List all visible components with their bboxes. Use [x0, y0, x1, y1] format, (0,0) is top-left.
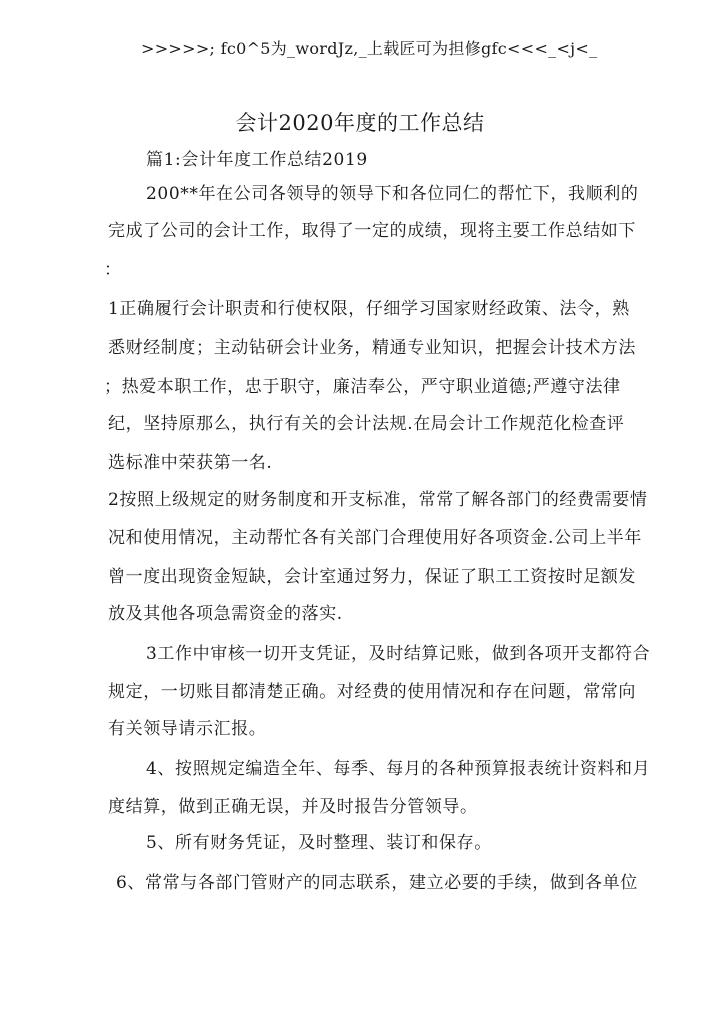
- body-line: 选标准中荣获第一名.: [108, 453, 273, 473]
- body-line: 规定，一切账目都清楚正确。对经费的使用情况和存在问题，常常向: [108, 682, 636, 702]
- body-line: 1正确履行会计职责和行使权限，仔细学习国家财经政策、法令，熟: [108, 299, 630, 319]
- body-line: 纪，坚持原那么，执行有关的会计法规.在局会计工作规范化检查评: [108, 414, 625, 434]
- body-line: 况和使用情况，主动帮忙各有关部门合理使用好各项资金.公司上半年: [108, 528, 643, 548]
- body-line: ；热爱本职工作，忠于职守，廉洁奉公，严守职业道德;严遵守法律: [104, 377, 621, 397]
- body-line: 4、按照规定编造全年、每季、每月的各种预算报表统计资料和月: [146, 759, 651, 779]
- body-line: 6、常常与各部门管财产的同志联系，建立必要的手续，做到各单位: [116, 873, 638, 893]
- body-line: ：: [104, 260, 122, 280]
- body-line: 完成了公司的会计工作，取得了一定的成绩，现将主要工作总结如下: [108, 221, 636, 241]
- body-line: 3工作中审核一切开支凭证，及时结算记账，做到各项开支都符合: [146, 644, 651, 664]
- body-line: 放及其他各项急需资金的落实.: [108, 604, 343, 624]
- body-line: 2按照上级规定的财务制度和开支标准，常常了解各部门的经费需要情: [108, 490, 648, 510]
- body-line: 200**年在公司各领导的领导下和各位同仁的帮忙下，我顺利的: [146, 184, 639, 204]
- body-line: 有关领导请示汇报。: [108, 719, 267, 739]
- body-line: 度结算，做到正确无误，并及时报告分管领导。: [108, 797, 478, 817]
- body-line: 悉财经制度；主动钻研会计业务，精通专业知识，把握会计技术方法: [108, 338, 636, 358]
- document-title: 会计2020年度的工作总结: [235, 111, 485, 135]
- document-subtitle: 篇1:会计年度工作总结2019: [146, 150, 368, 170]
- body-line: 5、所有财务凭证，及时整理、装订和保存。: [146, 833, 492, 853]
- body-line: 曾一度出现资金短缺，会计室通过努力，保证了职工工资按时足额发: [108, 567, 636, 587]
- page-header-text: >>>>>; fc0^5为_wordJz,_上载匠可为担修gfc<<<_<j<_: [141, 39, 598, 58]
